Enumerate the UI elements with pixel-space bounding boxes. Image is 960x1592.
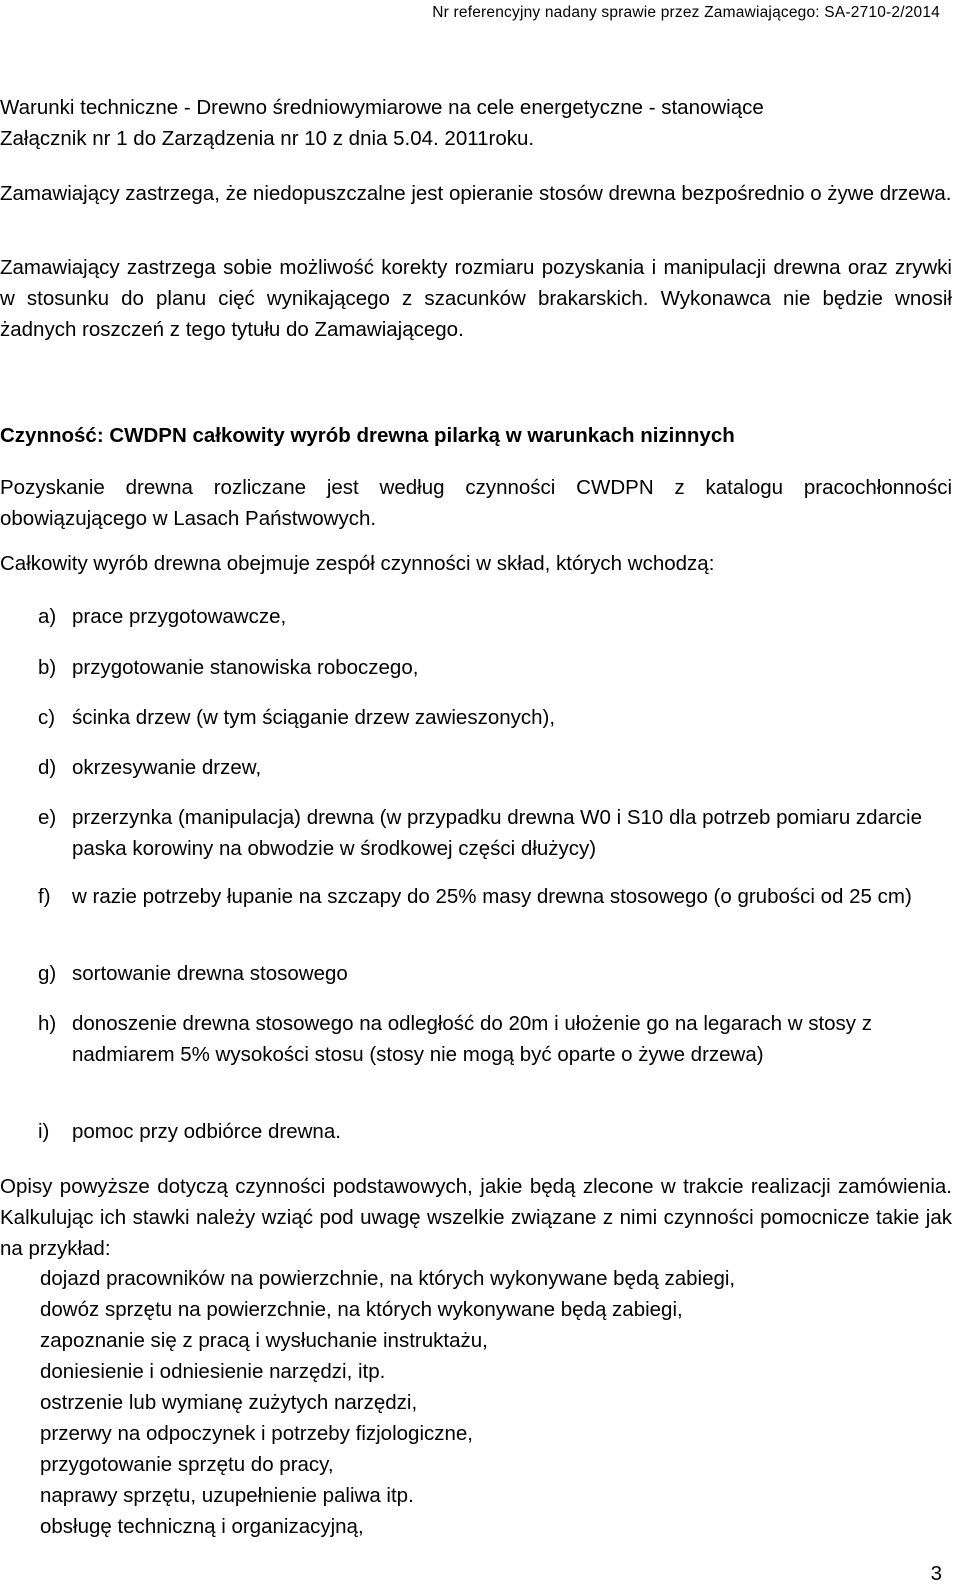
list-marker: f) bbox=[38, 885, 51, 908]
auxiliary-item: przygotowanie sprzętu do pracy, bbox=[40, 1453, 334, 1476]
list-item-text: pomoc przy odbiórce drewna. bbox=[72, 1120, 341, 1143]
list-marker: d) bbox=[38, 756, 57, 779]
auxiliary-item: przerwy na odpoczynek i potrzeby fizjologiczne, bbox=[40, 1422, 473, 1445]
paragraph-correction-rule: Zamawiający zastrzega sobie możliwość korekty rozmiaru pozyskania i manipulacji drewna oraz zrywki w stosunku do planu cięć wynikającego z szacunków brakarskich. Wykonawca nie będzie wnosił żadnych roszczeń z tego tytułu do Zamawiającego. bbox=[0, 256, 952, 341]
paragraph-title-line2: Załącznik nr 1 do Zarządzenia nr 10 z dnia 5.04. 2011roku. bbox=[0, 127, 535, 150]
auxiliary-item: naprawy sprzętu, uzupełnienie paliwa itp. bbox=[40, 1484, 414, 1507]
list-item-text: sortowanie drewna stosowego bbox=[72, 962, 348, 985]
auxiliary-item: zapoznanie się z pracą i wysłuchanie instruktażu, bbox=[40, 1329, 488, 1352]
paragraph-stacking-rule: Zamawiający zastrzega, że niedopuszczalne jest opieranie stosów drewna bezpośrednio o żywe drzewa. bbox=[0, 182, 952, 205]
list-intro: Całkowity wyrób drewna obejmuje zespół czynności w skład, których wchodzą: bbox=[0, 552, 715, 575]
list-marker: g) bbox=[38, 962, 57, 985]
list-item-text: okrzesywanie drzew, bbox=[72, 756, 262, 779]
section-heading: Czynność: CWDPN całkowity wyrób drewna pilarką w warunkach nizinnych bbox=[0, 424, 735, 447]
list-marker: b) bbox=[38, 656, 57, 679]
auxiliary-item: doniesienie i odniesienie narzędzi, itp. bbox=[40, 1360, 386, 1383]
auxiliary-item: ostrzenie lub wymianę zużytych narzędzi, bbox=[40, 1391, 418, 1414]
list-item-text: prace przygotowawcze, bbox=[72, 605, 287, 628]
section-intro: Pozyskanie drewna rozliczane jest według czynności CWDPN z katalogu pracochłonności obowiązującego w Lasach Państwowych. bbox=[0, 476, 952, 530]
list-item-text: przygotowanie stanowiska roboczego, bbox=[72, 656, 419, 679]
auxiliary-item: dojazd pracowników na powierzchnie, na których wykonywane będą zabiegi, bbox=[40, 1267, 736, 1290]
list-marker: e) bbox=[38, 806, 57, 829]
list-marker: c) bbox=[38, 706, 56, 729]
page-number: 3 bbox=[930, 1562, 942, 1585]
list-item-text: ścinka drzew (w tym ściąganie drzew zawieszonych), bbox=[72, 706, 556, 729]
paragraph-title-line1: Warunki techniczne - Drewno średniowymiarowe na cele energetyczne - stanowiące bbox=[0, 96, 764, 119]
list-marker: h) bbox=[38, 1012, 57, 1035]
list-marker: a) bbox=[38, 605, 57, 628]
auxiliary-item: dowóz sprzętu na powierzchnie, na których wykonywane będą zabiegi, bbox=[40, 1298, 683, 1321]
page-header: Nr referencyjny nadany sprawie przez Zamawiającego: SA-2710-2/2014 bbox=[432, 4, 940, 21]
auxiliary-item: obsługę techniczną i organizacyjną, bbox=[40, 1515, 364, 1538]
list-item-text: donoszenie drewna stosowego na odległość do 20m i ułożenie go na legarach w stosy z nadmiarem 5% wysokości stosu (stosy nie mogą być oparte o żywe drzewa) bbox=[72, 1012, 873, 1066]
list-marker: i) bbox=[38, 1120, 50, 1143]
closing-paragraph: Opisy powyższe dotyczą czynności podstawowych, jakie będą zlecone w trakcie realizacji zamówienia. Kalkulując ich stawki należy wziąć pod uwagę wszelkie związane z nimi czynności pomocnicze takie jak na przykład: bbox=[0, 1175, 952, 1260]
list-item-text: w razie potrzeby łupanie na szczapy do 25% masy drewna stosowego (o grubości od 25 cm) bbox=[72, 885, 912, 908]
list-item-text: przerzynka (manipulacja) drewna (w przypadku drewna W0 i S10 dla potrzeb pomiaru zdarcie paska korowiny na obwodzie w środkowej części dłużycy) bbox=[72, 806, 922, 860]
